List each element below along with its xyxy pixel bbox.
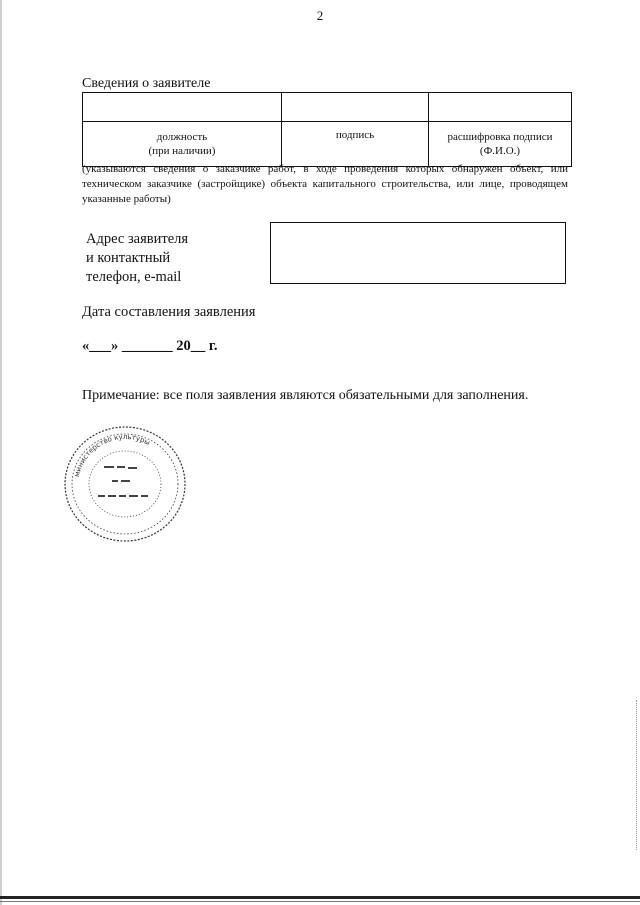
- scan-left-edge: [0, 0, 2, 905]
- table-row-blank: [83, 93, 572, 122]
- full-name-caption-line1: расшифровка подписи: [447, 131, 553, 143]
- signature-caption-line1: подпись: [335, 129, 375, 141]
- stamp-inner-ring: [89, 451, 161, 517]
- position-caption: [83, 122, 282, 167]
- date-label: Дата составления заявления: [82, 304, 256, 320]
- full-name-caption-line2: (Ф.И.О.): [479, 145, 521, 157]
- signature-caption: [282, 122, 429, 167]
- applicant-note: (указываются сведения о заказчике работ, в ходе проведения которых обнаружен объект, или техническом заказчике (застройщике) объекта капитального строительства, или лице, проводящем указанные работы): [82, 163, 568, 205]
- scan-bottom-rule-thin: [0, 901, 640, 902]
- address-label-line1: Адрес заявителя: [86, 231, 189, 247]
- page-number: 2: [316, 8, 324, 23]
- required-fields-note: Примечание: все поля заявления являются обязательными для заполнения.: [82, 388, 529, 403]
- official-stamp-seal: [60, 422, 190, 546]
- address-label: [86, 230, 188, 287]
- address-label-line2: и контактный: [86, 250, 171, 266]
- address-contact-field[interactable]: [270, 222, 566, 284]
- stamp-center-marks: [98, 466, 148, 497]
- address-label-line3: телефон, e-mail: [86, 269, 182, 285]
- table-row-captions: [83, 122, 572, 167]
- position-field[interactable]: [83, 93, 282, 122]
- applicant-signature-table: [82, 92, 572, 167]
- position-caption-line2: (при наличии): [148, 145, 216, 157]
- stamp-arc-text: министерство культуры: [72, 432, 152, 478]
- signature-field[interactable]: [282, 93, 429, 122]
- full-name-caption: [429, 122, 572, 167]
- stamp-outer-ring: [65, 427, 185, 541]
- date-fill-line[interactable]: «___» _______ 20__ г.: [82, 338, 218, 354]
- position-caption-line1: должность: [156, 131, 208, 143]
- scan-bottom-rule: [0, 896, 640, 899]
- applicant-section-title: Сведения о заявителе: [82, 76, 211, 91]
- scan-right-edge-dots: [636, 700, 638, 850]
- full-name-field[interactable]: [429, 93, 572, 122]
